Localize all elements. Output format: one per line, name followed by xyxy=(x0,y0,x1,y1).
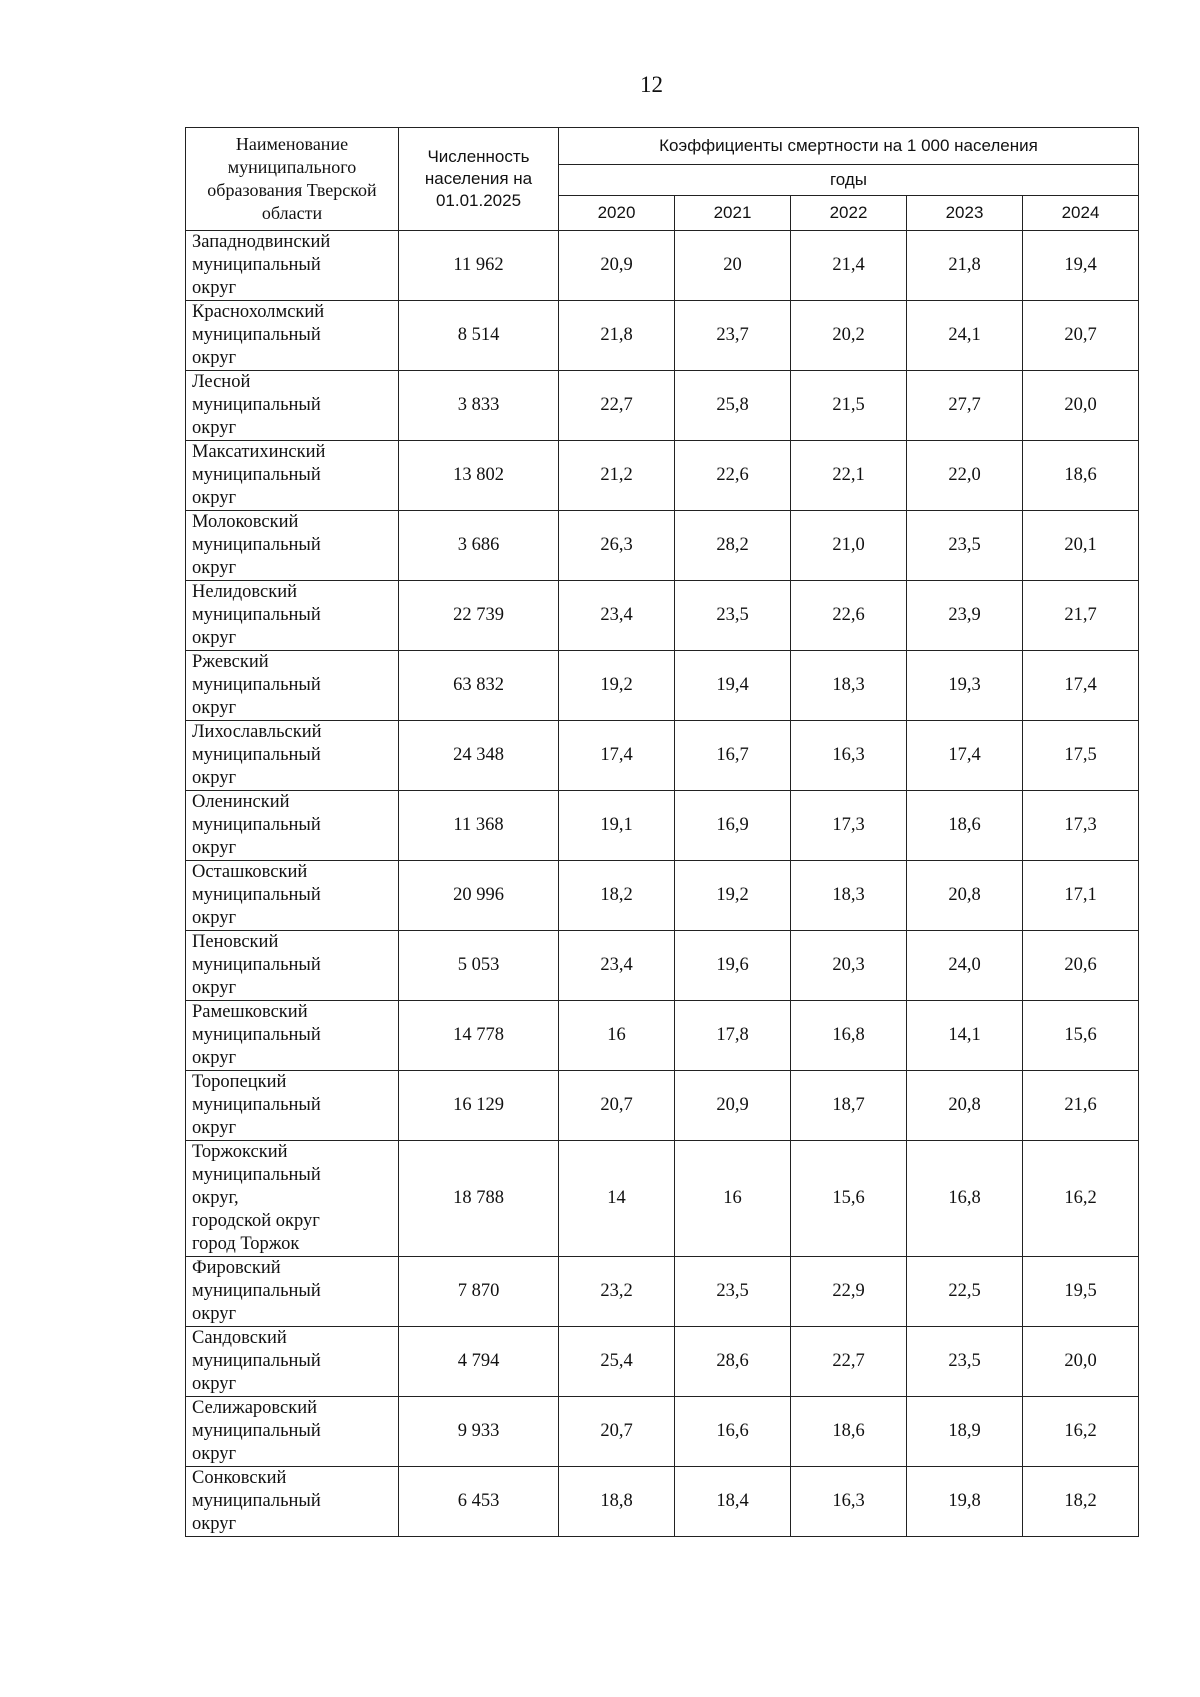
mortality-rate-2021: 20,9 xyxy=(675,1071,791,1141)
header-year-2020: 2020 xyxy=(559,196,675,231)
municipality-name-line: округ xyxy=(192,558,237,578)
municipality-name-line: Рамешковский xyxy=(192,1002,308,1022)
municipality-name xyxy=(186,1467,399,1537)
municipality-name xyxy=(186,721,399,791)
table-row xyxy=(186,721,1139,791)
municipality-name-line: округ xyxy=(192,1374,237,1394)
population-value: 18 788 xyxy=(399,1141,559,1257)
municipality-name-line: муниципальный xyxy=(192,465,321,485)
municipality-name xyxy=(186,1327,399,1397)
mortality-rate-2023: 27,7 xyxy=(907,371,1023,441)
municipality-name-line: муниципальный xyxy=(192,955,321,975)
mortality-rate-2024: 18,2 xyxy=(1023,1467,1139,1537)
municipality-name xyxy=(186,231,399,301)
population-value: 8 514 xyxy=(399,301,559,371)
page-number: 12 xyxy=(640,72,663,97)
population-value: 11 962 xyxy=(399,231,559,301)
population-value: 3 686 xyxy=(399,511,559,581)
municipality-name-line: округ xyxy=(192,838,237,858)
mortality-rate-2022: 20,2 xyxy=(791,301,907,371)
mortality-rate-2022: 21,0 xyxy=(791,511,907,581)
municipality-name-line: Оленинский xyxy=(192,792,290,812)
municipality-name-line: Пеновский xyxy=(192,932,279,952)
mortality-rate-2023: 14,1 xyxy=(907,1001,1023,1071)
mortality-rate-2022: 18,3 xyxy=(791,861,907,931)
mortality-rate-2024: 17,4 xyxy=(1023,651,1139,721)
mortality-rate-2021: 22,6 xyxy=(675,441,791,511)
mortality-rate-2023: 16,8 xyxy=(907,1141,1023,1257)
table-row xyxy=(186,861,1139,931)
table-row xyxy=(186,1141,1139,1257)
mortality-rate-2020: 26,3 xyxy=(559,511,675,581)
municipality-name xyxy=(186,441,399,511)
population-value: 3 833 xyxy=(399,371,559,441)
mortality-rate-2021: 23,7 xyxy=(675,301,791,371)
mortality-table-container xyxy=(185,127,1138,1537)
mortality-rate-2022: 18,7 xyxy=(791,1071,907,1141)
municipality-name-line: муниципальный xyxy=(192,395,321,415)
mortality-rate-2021: 17,8 xyxy=(675,1001,791,1071)
mortality-rate-2023: 19,3 xyxy=(907,651,1023,721)
municipality-name-line: Торопецкий xyxy=(192,1072,287,1092)
mortality-rate-2021: 23,5 xyxy=(675,1257,791,1327)
population-value: 16 129 xyxy=(399,1071,559,1141)
municipality-name-line: муниципальный xyxy=(192,1025,321,1045)
header-name-column: Наименование муниципального образования Тверской области xyxy=(186,128,399,231)
municipality-name xyxy=(186,931,399,1001)
municipality-name-line: округ xyxy=(192,1304,237,1324)
mortality-rate-2023: 23,5 xyxy=(907,1327,1023,1397)
population-value: 63 832 xyxy=(399,651,559,721)
municipality-name xyxy=(186,371,399,441)
municipality-name-line: округ xyxy=(192,1118,237,1138)
municipality-name-line: округ xyxy=(192,978,237,998)
mortality-rate-2023: 21,8 xyxy=(907,231,1023,301)
mortality-rate-2020: 14 xyxy=(559,1141,675,1257)
municipality-name-line: Лесной xyxy=(192,372,251,392)
mortality-rate-2022: 18,3 xyxy=(791,651,907,721)
mortality-rate-2020: 20,9 xyxy=(559,231,675,301)
table-row xyxy=(186,1071,1139,1141)
municipality-name-line: муниципальный xyxy=(192,325,321,345)
mortality-rate-2020: 21,2 xyxy=(559,441,675,511)
mortality-rate-2021: 18,4 xyxy=(675,1467,791,1537)
municipality-name-line: муниципальный xyxy=(192,815,321,835)
population-value: 20 996 xyxy=(399,861,559,931)
population-value: 22 739 xyxy=(399,581,559,651)
mortality-rate-2020: 18,8 xyxy=(559,1467,675,1537)
mortality-rate-2021: 16,6 xyxy=(675,1397,791,1467)
mortality-rate-2022: 22,1 xyxy=(791,441,907,511)
mortality-rate-2021: 16 xyxy=(675,1141,791,1257)
mortality-rate-2023: 18,6 xyxy=(907,791,1023,861)
population-value: 13 802 xyxy=(399,441,559,511)
mortality-rate-2023: 18,9 xyxy=(907,1397,1023,1467)
header-year-2021: 2021 xyxy=(675,196,791,231)
mortality-rate-2022: 20,3 xyxy=(791,931,907,1001)
mortality-rate-2023: 23,9 xyxy=(907,581,1023,651)
table-row xyxy=(186,441,1139,511)
municipality-name-line: Краснохолмский xyxy=(192,302,325,322)
mortality-rate-2022: 15,6 xyxy=(791,1141,907,1257)
mortality-rate-2020: 17,4 xyxy=(559,721,675,791)
mortality-rate-2021: 19,4 xyxy=(675,651,791,721)
municipality-name-line: муниципальный xyxy=(192,1281,321,1301)
municipality-name xyxy=(186,1071,399,1141)
municipality-name-line: Сандовский xyxy=(192,1328,287,1348)
population-value: 6 453 xyxy=(399,1467,559,1537)
header-year-2024: 2024 xyxy=(1023,196,1139,231)
mortality-rate-2023: 22,5 xyxy=(907,1257,1023,1327)
municipality-name xyxy=(186,651,399,721)
municipality-name-line: округ xyxy=(192,698,237,718)
mortality-rate-2020: 22,7 xyxy=(559,371,675,441)
municipality-name-line: муниципальный xyxy=(192,885,321,905)
municipality-name-line: городской округ xyxy=(192,1211,320,1231)
municipality-name-line: муниципальный xyxy=(192,1095,321,1115)
municipality-name-line: муниципальный xyxy=(192,1421,321,1441)
municipality-name xyxy=(186,581,399,651)
population-value: 24 348 xyxy=(399,721,559,791)
mortality-rate-2021: 16,9 xyxy=(675,791,791,861)
mortality-rate-2024: 17,3 xyxy=(1023,791,1139,861)
municipality-name-line: округ xyxy=(192,1048,237,1068)
population-value: 11 368 xyxy=(399,791,559,861)
mortality-rate-2024: 21,6 xyxy=(1023,1071,1139,1141)
mortality-rate-2020: 23,4 xyxy=(559,931,675,1001)
mortality-rate-2023: 22,0 xyxy=(907,441,1023,511)
mortality-rate-2024: 18,6 xyxy=(1023,441,1139,511)
mortality-rate-2021: 19,6 xyxy=(675,931,791,1001)
population-value: 9 933 xyxy=(399,1397,559,1467)
municipality-name-line: Торжокский xyxy=(192,1142,288,1162)
mortality-rate-2022: 16,3 xyxy=(791,1467,907,1537)
mortality-rate-2021: 19,2 xyxy=(675,861,791,931)
municipality-name-line: Лихославльский xyxy=(192,722,322,742)
municipality-name-line: округ xyxy=(192,348,237,368)
municipality-name-line: муниципальный xyxy=(192,255,321,275)
mortality-rate-2023: 17,4 xyxy=(907,721,1023,791)
municipality-name xyxy=(186,1141,399,1257)
municipality-name-line: муниципальный xyxy=(192,675,321,695)
mortality-rate-2024: 20,6 xyxy=(1023,931,1139,1001)
municipality-name-line: округ xyxy=(192,418,237,438)
municipality-name-line: Молоковский xyxy=(192,512,299,532)
mortality-rate-2020: 23,2 xyxy=(559,1257,675,1327)
municipality-name-line: округ xyxy=(192,1444,237,1464)
municipality-name-line: город Торжок xyxy=(192,1234,300,1254)
table-row xyxy=(186,1327,1139,1397)
mortality-rate-2024: 20,0 xyxy=(1023,1327,1139,1397)
municipality-name-line: Осташковский xyxy=(192,862,308,882)
table-row xyxy=(186,1001,1139,1071)
mortality-rate-2020: 18,2 xyxy=(559,861,675,931)
header-year-2023: 2023 xyxy=(907,196,1023,231)
mortality-rate-2024: 21,7 xyxy=(1023,581,1139,651)
table-row xyxy=(186,791,1139,861)
table-row xyxy=(186,231,1139,301)
mortality-rate-2024: 15,6 xyxy=(1023,1001,1139,1071)
municipality-name xyxy=(186,791,399,861)
table-row xyxy=(186,1257,1139,1327)
table-row xyxy=(186,1467,1139,1537)
municipality-name-line: Ржевский xyxy=(192,652,269,672)
municipality-name xyxy=(186,301,399,371)
mortality-rate-2023: 24,1 xyxy=(907,301,1023,371)
municipality-name-line: муниципальный xyxy=(192,535,321,555)
municipality-name-line: муниципальный xyxy=(192,1351,321,1371)
mortality-rate-2023: 23,5 xyxy=(907,511,1023,581)
mortality-rate-2024: 16,2 xyxy=(1023,1141,1139,1257)
mortality-rate-2020: 20,7 xyxy=(559,1397,675,1467)
municipality-name-line: Максатихинский xyxy=(192,442,326,462)
municipality-name-line: Западнодвинский xyxy=(192,232,331,252)
table-body xyxy=(186,231,1139,1537)
municipality-name-line: округ xyxy=(192,278,237,298)
mortality-rate-2022: 22,6 xyxy=(791,581,907,651)
municipality-name-line: округ xyxy=(192,768,237,788)
mortality-rate-2022: 21,5 xyxy=(791,371,907,441)
mortality-rate-2023: 24,0 xyxy=(907,931,1023,1001)
mortality-rate-2024: 20,1 xyxy=(1023,511,1139,581)
municipality-name xyxy=(186,1001,399,1071)
table-row xyxy=(186,511,1139,581)
municipality-name-line: муниципальный xyxy=(192,1491,321,1511)
mortality-rate-2020: 23,4 xyxy=(559,581,675,651)
table-row xyxy=(186,301,1139,371)
mortality-rate-2021: 16,7 xyxy=(675,721,791,791)
municipality-name-line: Сонковский xyxy=(192,1468,287,1488)
header-years-label: годы xyxy=(559,165,1139,196)
municipality-name-line: Селижаровский xyxy=(192,1398,318,1418)
mortality-rate-2022: 21,4 xyxy=(791,231,907,301)
table-row xyxy=(186,651,1139,721)
mortality-rate-2020: 19,2 xyxy=(559,651,675,721)
header-coefficients-title: Коэффициенты смертности на 1 000 населения xyxy=(559,128,1139,165)
header-year-2022: 2022 xyxy=(791,196,907,231)
municipality-name-line: муниципальный xyxy=(192,1165,321,1185)
mortality-rate-2021: 28,6 xyxy=(675,1327,791,1397)
mortality-rate-2024: 20,0 xyxy=(1023,371,1139,441)
municipality-name-line: Нелидовский xyxy=(192,582,297,602)
mortality-rate-2020: 20,7 xyxy=(559,1071,675,1141)
mortality-rate-2022: 22,9 xyxy=(791,1257,907,1327)
mortality-rate-2020: 19,1 xyxy=(559,791,675,861)
municipality-name-line: округ xyxy=(192,628,237,648)
mortality-rate-2022: 17,3 xyxy=(791,791,907,861)
header-population-column: Численность населения на 01.01.2025 xyxy=(399,128,559,231)
municipality-name-line: округ xyxy=(192,488,237,508)
mortality-rate-2024: 19,4 xyxy=(1023,231,1139,301)
table-row xyxy=(186,581,1139,651)
table-row xyxy=(186,371,1139,441)
municipality-name xyxy=(186,861,399,931)
mortality-rate-2023: 20,8 xyxy=(907,1071,1023,1141)
municipality-name-line: округ xyxy=(192,1514,237,1534)
table-row xyxy=(186,931,1139,1001)
mortality-rate-2022: 18,6 xyxy=(791,1397,907,1467)
population-value: 7 870 xyxy=(399,1257,559,1327)
municipality-name xyxy=(186,1397,399,1467)
municipality-name-line: округ xyxy=(192,908,237,928)
mortality-rate-2024: 16,2 xyxy=(1023,1397,1139,1467)
mortality-rate-2021: 25,8 xyxy=(675,371,791,441)
mortality-rate-2023: 20,8 xyxy=(907,861,1023,931)
mortality-rate-2020: 21,8 xyxy=(559,301,675,371)
mortality-rate-2020: 16 xyxy=(559,1001,675,1071)
mortality-rate-2023: 19,8 xyxy=(907,1467,1023,1537)
mortality-rate-2022: 16,8 xyxy=(791,1001,907,1071)
mortality-rate-2024: 17,1 xyxy=(1023,861,1139,931)
table-header xyxy=(186,128,1139,231)
mortality-rate-2022: 22,7 xyxy=(791,1327,907,1397)
mortality-rate-2022: 16,3 xyxy=(791,721,907,791)
municipality-name-line: округ, xyxy=(192,1188,239,1208)
municipality-name-line: муниципальный xyxy=(192,605,321,625)
mortality-rate-2024: 19,5 xyxy=(1023,1257,1139,1327)
mortality-rate-2020: 25,4 xyxy=(559,1327,675,1397)
table-row xyxy=(186,1397,1139,1467)
municipality-name-line: Фировский xyxy=(192,1258,281,1278)
population-value: 4 794 xyxy=(399,1327,559,1397)
mortality-rate-2021: 28,2 xyxy=(675,511,791,581)
mortality-table xyxy=(185,127,1139,1537)
municipality-name-line: муниципальный xyxy=(192,745,321,765)
mortality-rate-2024: 17,5 xyxy=(1023,721,1139,791)
population-value: 14 778 xyxy=(399,1001,559,1071)
population-value: 5 053 xyxy=(399,931,559,1001)
mortality-rate-2021: 20 xyxy=(675,231,791,301)
mortality-rate-2021: 23,5 xyxy=(675,581,791,651)
mortality-rate-2024: 20,7 xyxy=(1023,301,1139,371)
municipality-name xyxy=(186,1257,399,1327)
municipality-name xyxy=(186,511,399,581)
